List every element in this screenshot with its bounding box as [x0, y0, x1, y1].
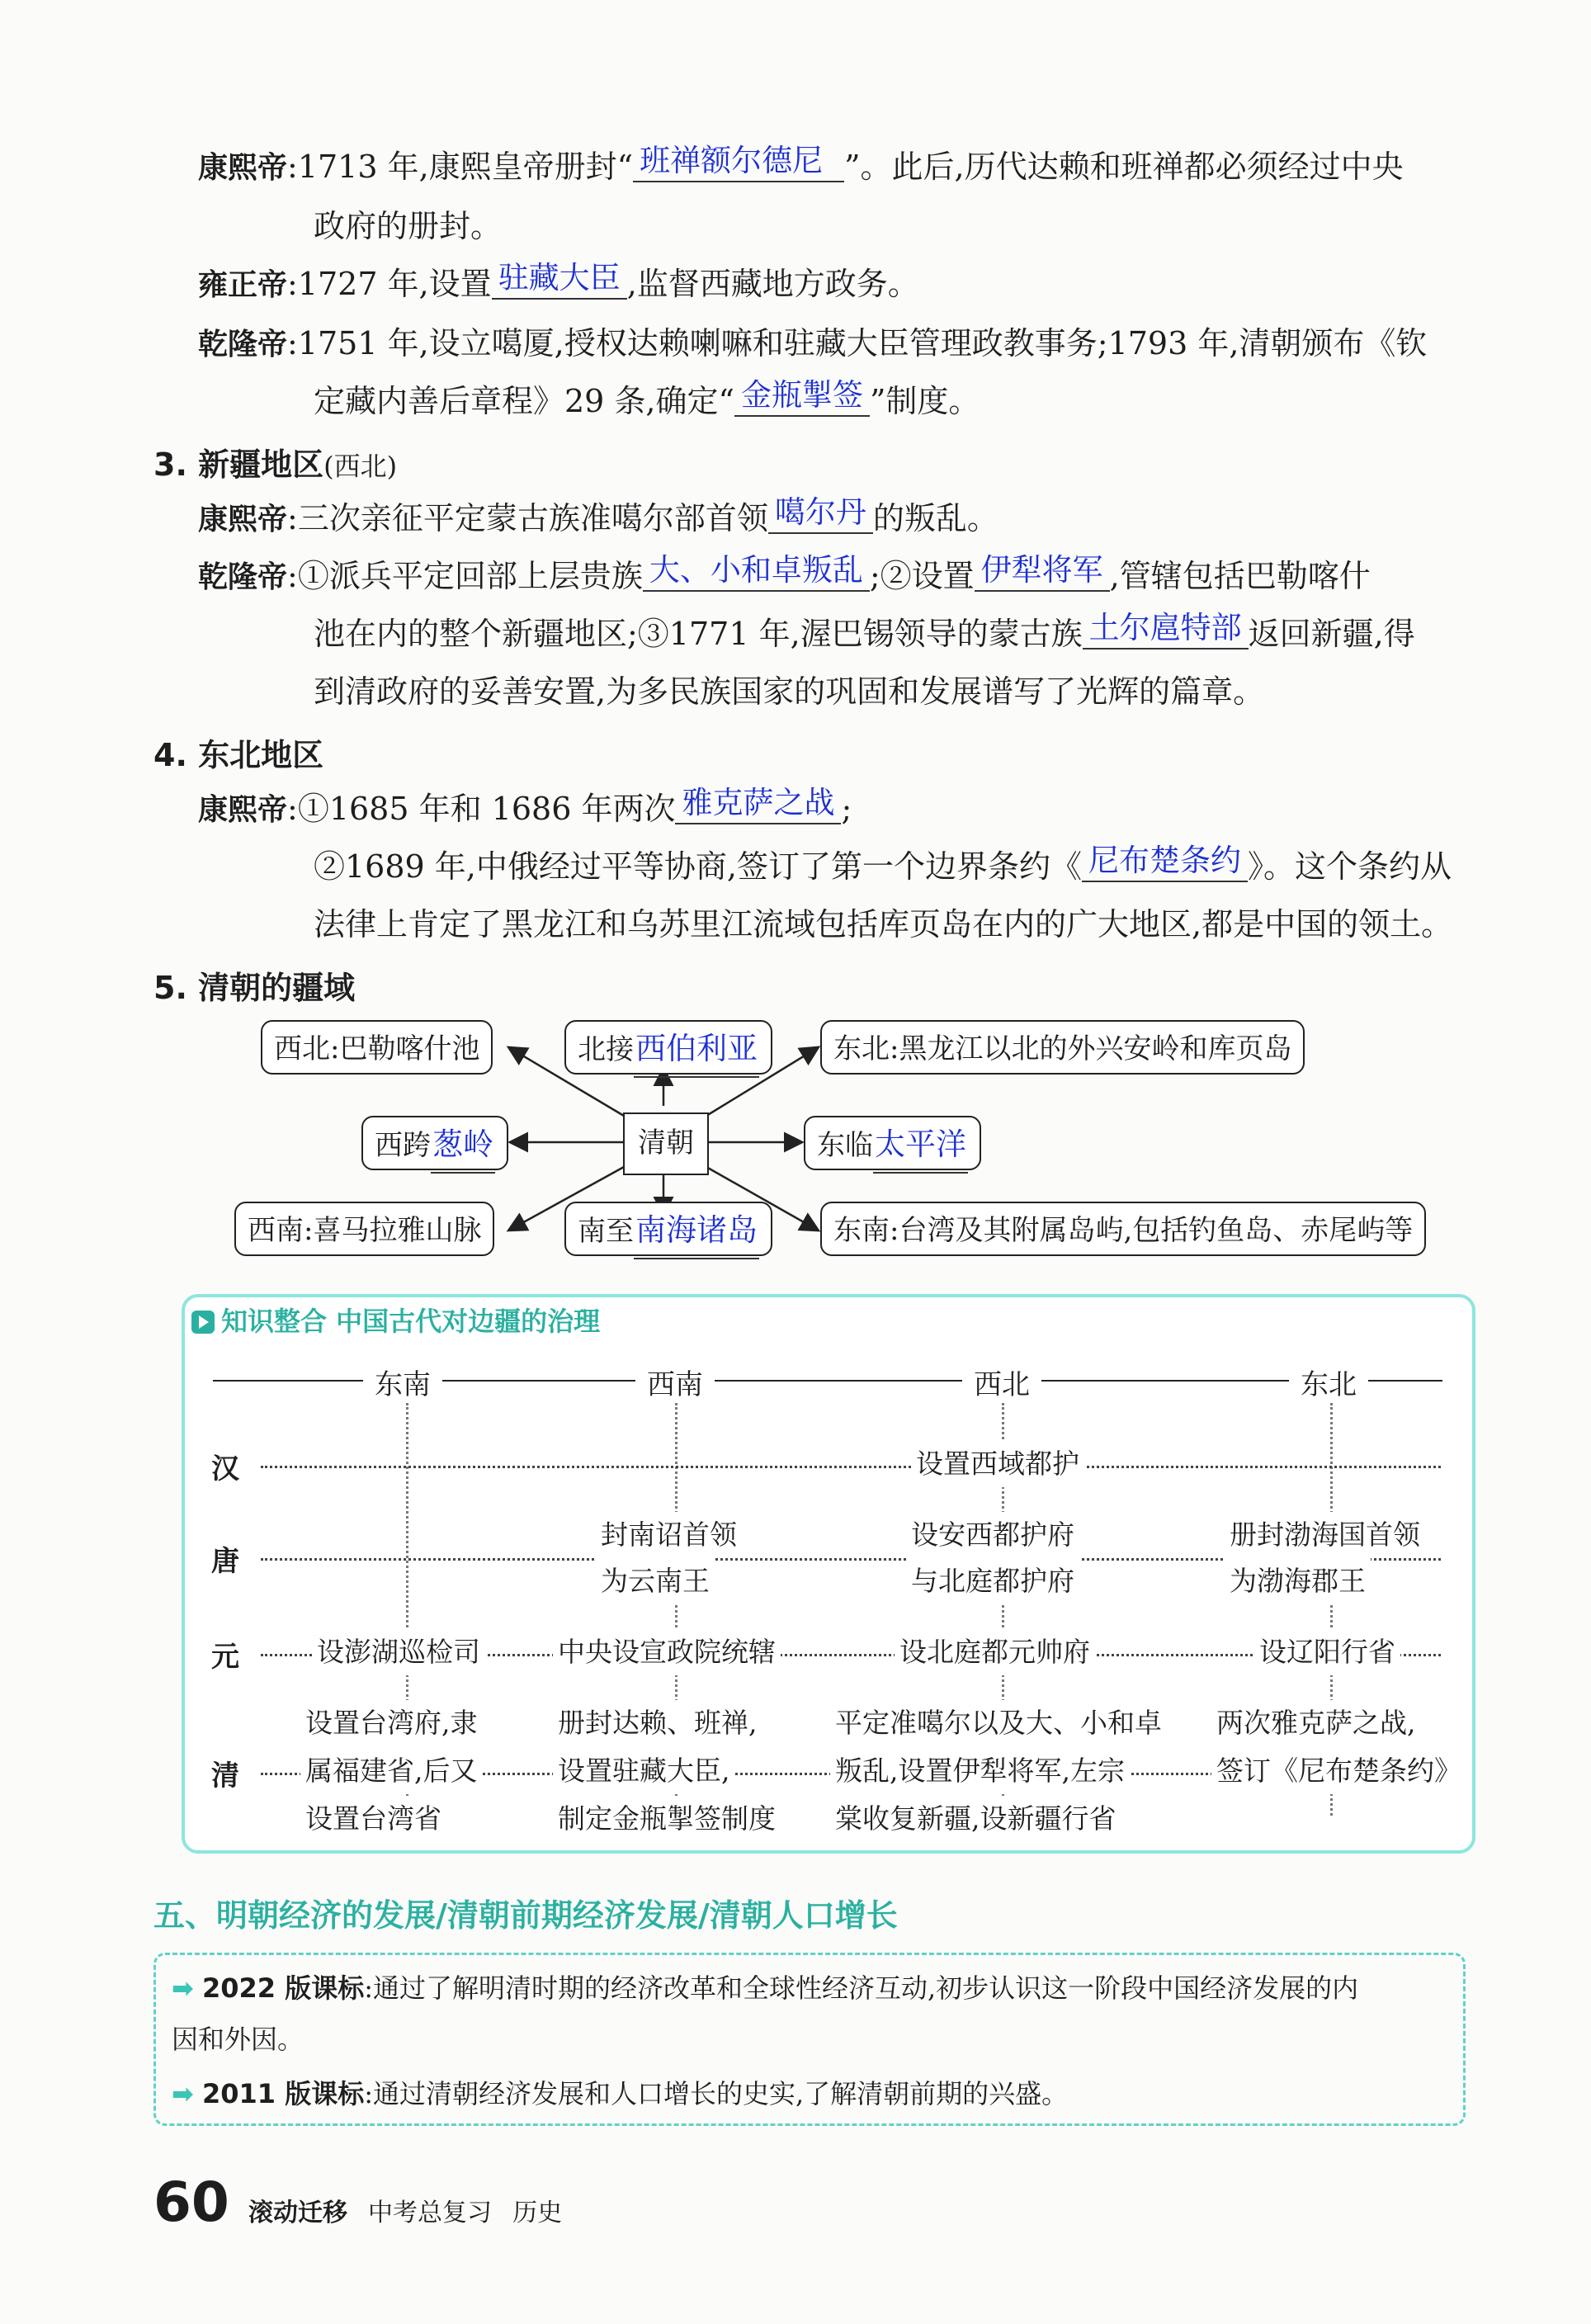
kangxi-xinjiang-line: 康熙帝:三次亲征平定蒙古族准噶尔部首领 噶尔丹 的叛乱。 — [198, 494, 999, 536]
answer-fill: 驻藏大臣 — [492, 258, 627, 300]
tang-southwest-2: 为云南王 — [596, 1558, 715, 1604]
answer-fill: 金瓶掣签 — [734, 376, 870, 417]
row-dots-han — [261, 1466, 1441, 1468]
kangxi-northeast-line: 康熙帝:①1685 年和 1686 年两次 雅克萨之战 ; — [198, 785, 852, 827]
kangxi-northeast-line-3: 法律上肯定了黑龙江和乌苏里江流域包括库页岛在内的广大地区,都是中国的领土。 — [314, 906, 1453, 942]
territory-southwest: 西南:喜马拉雅山脉 — [234, 1202, 494, 1256]
territory-southeast: 东南:台湾及其附属岛屿,包括钓鱼岛、赤尾屿等 — [820, 1202, 1426, 1256]
emperor-label: 乾隆帝 — [198, 328, 288, 361]
column-header-northeast: 东北 — [1289, 1362, 1368, 1402]
yongzheng-line: 雍正帝:1727 年,设置 驻藏大臣 ,监督西藏地方政务。 — [198, 260, 919, 302]
yuan-southwest: 中央设宣政院统辖 — [553, 1629, 781, 1675]
emperor-label: 康熙帝 — [198, 151, 288, 185]
qing-northwest-2: 叛乱,设置伊犁将军,左宗 — [830, 1748, 1130, 1794]
column-header-southeast: 东南 — [363, 1362, 442, 1402]
play-icon — [191, 1311, 215, 1334]
std-2022-line: ➡ 2022 版课标:通过了解明清时期的经济改革和全球性经济互动,初步认识这一阶段中国经济发展的内 — [172, 1972, 1359, 2004]
han-northwest: 设置西域都护 — [911, 1441, 1084, 1487]
qianlong-xinjiang-line: 乾隆帝:①派兵平定回部上层贵族 大、小和卓叛乱 ;②设置 伊犁将军 ,管辖包括巴勒喀什 — [198, 552, 1371, 594]
arrow-right-icon: ➡ — [172, 2078, 194, 2109]
section-heading-territory: 5. 清朝的疆域 — [153, 970, 356, 1006]
answer-fill: 雅克萨之战 — [675, 783, 841, 824]
answer-fill: 葱岭 — [431, 1117, 495, 1174]
series-name: 滚动迁移 — [248, 2199, 347, 2227]
qing-northeast-1: 两次雅克萨之战, — [1211, 1700, 1421, 1746]
qianlong-xinjiang-line-2: 池在内的整个新疆地区;③1771 年,渥巴锡领导的蒙古族 土尔扈特部 返回新疆,得 — [314, 610, 1415, 652]
territory-south: 南至南海诸岛 — [564, 1202, 772, 1256]
tang-northwest-2: 与北庭都护府 — [906, 1558, 1079, 1604]
yuan-northeast: 设辽阳行省 — [1254, 1629, 1400, 1675]
qing-center-box: 清朝 — [623, 1112, 709, 1175]
section-five-heading: 五、明朝经济的发展/清朝前期经济发展/清朝人口增长 — [153, 1897, 898, 1934]
answer-fill: 大、小和卓叛乱 — [643, 550, 870, 592]
territory-east: 东临太平洋 — [804, 1116, 981, 1170]
answer-fill: 尼布楚条约 — [1082, 841, 1248, 882]
row-label-han: 汉 — [211, 1452, 239, 1486]
answer-fill: 班禅额尔德尼 — [633, 141, 844, 182]
footer — [153, 2170, 562, 2234]
emperor-label: 乾隆帝 — [198, 560, 288, 594]
answer-fill: 西伯利亚 — [634, 1022, 759, 1078]
territory-northeast: 东北:黑龙江以北的外兴安岭和库页岛 — [820, 1020, 1305, 1075]
territory-northwest: 西北:巴勒喀什池 — [261, 1020, 493, 1075]
emperor-label: 雍正帝 — [198, 268, 288, 302]
section-heading-xinjiang: 3. 新疆地区(西北) — [153, 446, 398, 483]
qing-northwest-1: 平定准噶尔以及大、小和卓 — [830, 1700, 1167, 1746]
qing-southwest-1: 册封达赖、班禅, — [553, 1700, 762, 1746]
knowledge-integration-title: 知识整合 中国古代对边疆的治理 — [191, 1301, 600, 1339]
answer-fill: 噶尔丹 — [768, 493, 873, 534]
qing-northeast-2: 签订《尼布楚条约》 — [1211, 1748, 1466, 1794]
qing-southwest-3: 制定金瓶掣签制度 — [553, 1796, 781, 1842]
kangxi-northeast-line-2: ②1689 年,中俄经过平等协商,签订了第一个边界条约《 尼布楚条约 》。这个条约从 — [314, 843, 1452, 885]
row-label-tang: 唐 — [211, 1545, 239, 1578]
kangxi-tibet-line-2: 政府的册封。 — [314, 208, 503, 244]
yuan-northwest: 设北庭都元帅府 — [895, 1629, 1095, 1675]
section-heading-northeast: 4. 东北地区 — [153, 737, 324, 773]
answer-fill: 太平洋 — [873, 1117, 968, 1174]
arrow-right-icon: ➡ — [172, 1972, 194, 2004]
yuan-southeast: 设澎湖巡检司 — [312, 1629, 485, 1675]
row-label-yuan: 元 — [211, 1641, 239, 1674]
page-number: 60 — [153, 2170, 229, 2234]
qing-southeast-2: 属福建省,后又 — [300, 1748, 483, 1794]
qianlong-tibet-line: 乾隆帝:1751 年,设立噶厦,授权达赖喇嘛和驻藏大臣管理政教事务;1793 年,清朝颁布《钦 — [198, 325, 1428, 361]
row-label-qing: 清 — [211, 1760, 239, 1793]
qing-northwest-3: 棠收复新疆,设新疆行省 — [830, 1796, 1121, 1842]
emperor-label: 康熙帝 — [198, 793, 288, 827]
subject-name: 历史 — [512, 2199, 563, 2227]
tang-southwest-1: 封南诏首领 — [596, 1512, 742, 1558]
qing-southeast-3: 设置台湾省 — [300, 1796, 446, 1842]
tang-northeast-2: 为渤海郡王 — [1225, 1558, 1371, 1604]
answer-fill: 伊犁将军 — [975, 550, 1110, 592]
territory-north: 北接西伯利亚 — [564, 1020, 772, 1075]
kangxi-tibet-line: 康熙帝:1713 年,康熙皇帝册封“ 班禅额尔德尼 ”。此后,历代达赖和班禅都必须经过中央 — [198, 143, 1404, 185]
std-2011-line: ➡ 2011 版课标:通过清朝经济发展和人口增长的史实,了解清朝前期的兴盛。 — [172, 2078, 1069, 2109]
territory-west: 西跨葱岭 — [361, 1116, 508, 1170]
tang-northwest-1: 设安西都护府 — [906, 1512, 1079, 1558]
tang-northeast-1: 册封渤海国首领 — [1225, 1512, 1425, 1558]
qing-southwest-2: 设置驻藏大臣, — [553, 1748, 735, 1794]
qing-southeast-1: 设置台湾府,隶 — [300, 1700, 483, 1746]
std-2022-line-2: 因和外因。 — [172, 2024, 305, 2055]
answer-fill: 南海诸岛 — [634, 1203, 759, 1259]
answer-fill: 土尔扈特部 — [1083, 608, 1249, 649]
qianlong-xinjiang-line-3: 到清政府的妥善安置,为多民族国家的巩固和发展谱写了光辉的篇章。 — [314, 673, 1265, 710]
emperor-label: 康熙帝 — [198, 503, 288, 536]
book-name: 中考总复习 — [368, 2199, 493, 2227]
qianlong-tibet-line-2: 定藏内善后章程》29 条,确定“ 金瓶掣签 ”制度。 — [314, 377, 980, 419]
column-header-southwest: 西南 — [635, 1362, 715, 1402]
column-header-northwest: 西北 — [962, 1362, 1041, 1402]
